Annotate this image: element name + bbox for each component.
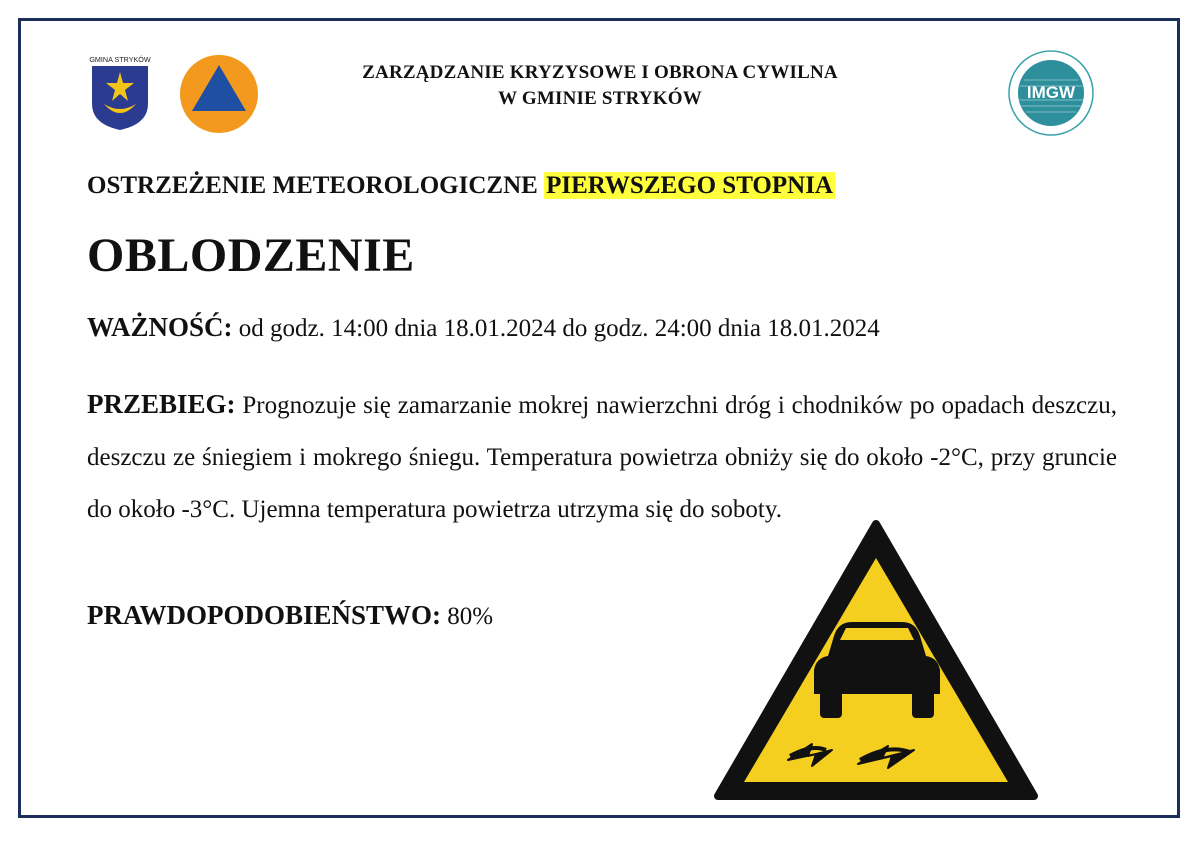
warning-level-prefix: OSTRZEŻENIE METEOROLOGICZNE [87, 172, 545, 199]
imgw-logo-icon [1008, 50, 1094, 136]
warning-title: OBLODZENIE [87, 229, 415, 282]
slippery-road-warning-sign-icon [712, 518, 1040, 804]
stryków-coat-of-arms-icon [88, 54, 152, 132]
validity-label: WAŻNOŚĆ: [87, 312, 233, 342]
probability-label: PRAWDOPODOBIEŃSTWO: [87, 600, 442, 630]
organization-line-1: ZARZĄDZANIE KRYZYSOWE I OBRONA CYWILNA [362, 62, 838, 83]
validity-text: od godz. 14:00 dnia 18.01.2024 do godz. 24:00 dnia 18.01.2024 [232, 315, 880, 342]
probability-value: 80% [441, 603, 494, 630]
civil-defence-triangle-icon [180, 55, 258, 133]
description-paragraph [87, 378, 1117, 536]
warning-level [87, 172, 835, 200]
organization-line-2: W GMINIE STRYKÓW [498, 88, 702, 109]
description-label: PRZEBIEG: [87, 389, 236, 419]
validity-row [87, 312, 880, 343]
description-text: Prognozuje się zamarzanie mokrej nawierzchni dróg i chodników po opadach deszczu, deszczu ze śniegiem i mokrego śniegu. Temperatura powietrza obniży się do około -2°C, przy gruncie do około -3°C. Ujemna temperatura powietrza utrzyma się do soboty. [87, 392, 1117, 523]
warning-level-highlight: PIERWSZEGO STOPNIA [546, 172, 833, 199]
crest-label: GMINA STRYKÓW [89, 55, 151, 64]
imgw-logo-text: IMGW [1026, 83, 1076, 102]
probability-row [87, 600, 493, 631]
